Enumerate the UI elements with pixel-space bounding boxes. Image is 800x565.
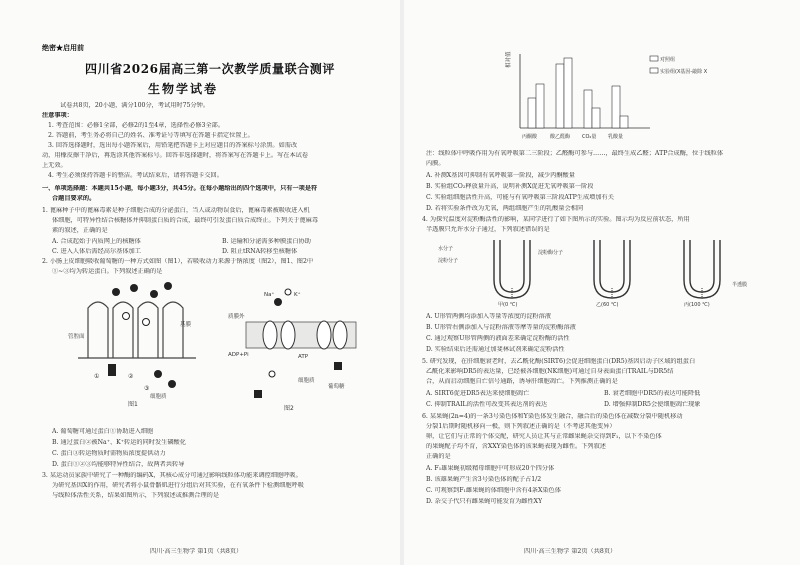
option-d: D. 实验结束后还需通过加斐林试剂来确定淀粉活性: [426, 346, 565, 353]
fig2-cell-label: 细胞质: [298, 378, 315, 384]
question-line: ①~③均为转运蛋白。下列叙述正确的是: [52, 268, 163, 275]
question-line: 的果蝇配子均不育，含XXY染色体的该果蝇表现为雌性。下列叙述: [426, 443, 606, 450]
section-heading: 一、单项选择题：本题共15小题，每小题3分，共45分。在每小题给出的四个选项中，只有一项是符: [42, 185, 318, 192]
option-a: A. 合成起始于内质网上的核糖体: [52, 238, 141, 245]
notice-line: 1. 考查范围：必修1全部，必修2的1至4章，选择性必修3全部。: [48, 122, 225, 129]
question-line: 5. 研究发现，在肝细胞衰老时，去乙酰化酶(SIRT6)会促进细胞蛋白(DR5)基因启动子区域的组蛋白: [422, 358, 696, 365]
fig2-caption: 图2: [284, 405, 294, 412]
chart-legend-2: 实验组(X基因-敲除 X: [660, 69, 708, 75]
option-d: D. 阻止tRNA转移至核糖体: [222, 248, 298, 255]
fig1-num-3: ③: [144, 385, 150, 392]
question-line: 体细胞，可特异性结合核糖体并抑制蛋白质的合成，最终可引发蛋白质合成终止。下列关于蓖麻毒: [52, 217, 319, 224]
q3-bar-chart: [500, 46, 730, 146]
chart-xcat: 乳酸量: [608, 134, 624, 140]
question-line: 正确的是: [426, 453, 451, 460]
fig2-outside-label: 质膜外: [228, 314, 245, 320]
option-b: B. U形管右侧添加入与淀粉溶液等摩等量的淀粉酶溶液: [426, 324, 576, 331]
tube-starch-label: 淀粉分子: [438, 258, 459, 264]
question-line: 分裂1后期时随机移向一极，则下列叙述正确的是（不考虑其他变异）: [426, 423, 616, 430]
option-d: D. 增强抑制DR5会使细胞凋亡现象: [604, 401, 701, 408]
question-line: 素的叙述，正确的是: [52, 227, 108, 234]
fig1-lumen-label: 管腔面: [68, 334, 85, 340]
option-b: B. 该雄果蝇产生含3号染色体的配子占1/2: [426, 476, 542, 483]
question-line: 半透膜只允许水分子通过，下列叙述错误的是: [426, 226, 550, 233]
section-heading-cont: 合题目要求的。: [52, 195, 96, 202]
chart-ylabel: 相对值: [506, 51, 512, 68]
question-line: 6. 某果蝇(2n=4)的一条3号染色体和Y染色体发生融合，融合后的染色体在减数分裂中随机移动: [422, 413, 683, 420]
question-line: 3. 某运动员家族中研究了一种酶的编码X，其核心成分可通过影响线粒体功能来调控细胞呼吸。: [42, 472, 302, 479]
fig2-adp-label: ADP+Pi: [228, 352, 249, 358]
fig1-base-label: 基膜: [180, 322, 192, 328]
fig1-cell-label: 细胞质: [150, 394, 167, 400]
option-c: C. 实验组细胞活性升高，可能与有氧呼吸第三阶段ATP生成增加有关: [426, 194, 614, 201]
option-a: A. SIRT6促进DR5表达来使细胞凋亡: [426, 390, 530, 397]
option-d: D. 若将实验条件改为无氧，两组细胞产生的乳酸量会相同: [426, 205, 584, 212]
secret-label: 绝密★启用前: [42, 44, 84, 51]
option-a: A. 葡萄糖可通过蛋白①协助进入细胞: [52, 428, 154, 435]
option-c: C. 通过观察U形管两侧的液面差来确定淀粉酶的活性: [426, 335, 570, 342]
option-b: B. 通过蛋白②被Na⁺、K⁺转运的同时发生磷酸化: [52, 439, 186, 446]
fig1-num-2: ②: [128, 373, 134, 380]
tube-water-label: 水分子: [438, 246, 454, 252]
tube-enzyme-label: 淀粉酶分子: [538, 250, 564, 256]
option-a: A. U形管两侧均添加入等量等浓度的淀粉溶液: [426, 313, 551, 320]
notice-line: 上无效。: [42, 162, 67, 169]
option-a: A. 补测X基因可抑制有氧呼吸第一阶段，减少丙酮酸量: [426, 172, 575, 179]
question-line: 为研究基因X的作用，研究者将小鼠骨骼肌进行分组后对其实验，在有氧条件下检测细胞呼吸: [52, 482, 304, 489]
option-c: C. 进入人体后需经高尔基体加工: [52, 248, 141, 255]
figure-note: 注：线粒体中呼吸作用为有氧呼吸第二三阶段；乙醛酶可参与……，最终生成乙醛；ATP合成酶，位于线粒体: [426, 150, 724, 157]
option-b: B. 衰老细胞中DR5的表达可能降低: [604, 390, 701, 397]
option-c: C. 蛋白③转运物质时需物质浓度提供动力: [52, 450, 166, 457]
tube-membrane-label: 半透膜: [732, 282, 748, 288]
option-c: C. 可观察到F₁雌果蝇的体细胞中含有4条X染色体: [426, 487, 561, 494]
exam-page-2: [404, 0, 800, 565]
option-b: B. 运输和分泌需多种膜蛋白协助: [222, 238, 311, 245]
question-line: 卵，让它们与正常的个体交配，研究人员让其与正常雌果蝇杂交得到F₁，以下不染色体: [426, 433, 662, 440]
tube-label-2: 乙(60 ℃): [596, 302, 619, 308]
question-line: 乙酰化来影响DR5的表达量，已经被各细胞(NK细胞)可通过自身表面蛋白TRAIL与DR5结: [426, 368, 674, 375]
option-d: D. 蛋白①②③均能够特异性结合，故两者共转导: [52, 461, 185, 468]
question-line: 与线粒体活性关系，结果如图所示，下列叙述或推测合理的是: [52, 492, 220, 499]
fig2-na-label: Na⁺: [264, 292, 275, 298]
chart-legend-1: 对照组: [660, 57, 676, 63]
exam-title: 四川省2026届高三第一次教学质量联合测评: [85, 62, 335, 76]
chart-xcat: 酸乙醛酶: [550, 134, 571, 140]
chart-xcat: CO₂量: [582, 134, 597, 140]
fig2-glucose-label: 葡萄糖: [328, 384, 345, 390]
exam-meta: 试卷共8页，20小题，满分100分，考试用时75分钟。: [60, 102, 210, 109]
notice-line: 3. 回答选择题时，选出每小题答案后，用铅笔把答题卡上对应题目的答案标号涂黑。如需改: [48, 142, 298, 149]
page-footer: 四川·高三生物学 第1页（共8页）: [150, 548, 243, 555]
option-d: D. 杂交子代只有雌果蝇可能发育为雌性XY: [426, 498, 543, 505]
page-footer: 四川·高三生物学 第2页（共8页）: [524, 548, 617, 555]
exam-subtitle: 生物学试卷: [148, 82, 219, 96]
u-tube-diagram: [434, 236, 774, 308]
fig2-k-label: K⁺: [294, 292, 301, 298]
notice-heading: 注意事项：: [42, 112, 73, 119]
tube-label-1: 甲(0 ℃): [498, 302, 518, 308]
chart-xcat: 丙酮酸: [522, 134, 538, 140]
figure-note: 内膜。: [426, 160, 445, 167]
figure-1-diagram: [68, 278, 208, 408]
fig1-num-1: ①: [94, 373, 100, 380]
question-line: 合，从而启动细胞自亡信号通路，诱导肝细胞凋亡。下列推测正确的是: [426, 378, 618, 385]
notice-line: 2. 答题前，考生务必将自己的姓名、准考证号等填写在答题卡指定位置上。: [48, 132, 254, 139]
tube-label-3: 丙(100 ℃): [684, 302, 710, 308]
option-a: A. F₁雄果蝇初级精母细胞中可形成20个四分体: [426, 465, 555, 472]
fig2-atp-label: ATP: [298, 354, 309, 360]
question-line: 2. 小肠上皮细胞吸收葡萄糖的一种方式如图（图1），若吸收动力来源于钠浓度（图2），图1、图2中: [42, 258, 314, 265]
fig1-caption: 图1: [128, 401, 138, 408]
option-b: B. 实验组CO₂释放量升高，说明补测X促进无氧呼吸第一阶段: [426, 183, 594, 190]
question-line: 4. 为探究温度对淀粉酶活性的影响，某同学进行了如下图所示的实验。图示均为反应前状态，所用: [422, 216, 690, 223]
notice-line: 4. 考生必须保持答题卡的整洁。考试结束后，请将答题卡交回。: [48, 172, 223, 179]
option-c: C. 抑制TRAIL的活性可改变其表达剂的表达: [426, 401, 548, 408]
notice-line: 动，用橡皮擦干净后，再选涂其他答案标号。回答非选择题时，将答案写在答题卡上。写在本试卷: [42, 152, 309, 159]
question-line: 1. 蓖麻种子中的蓖麻毒素是种子细胞合成的分泌蛋白，当人或动物误食后，蓖麻毒素被吸收进入机: [42, 207, 310, 214]
figure-2-diagram: [228, 282, 368, 412]
